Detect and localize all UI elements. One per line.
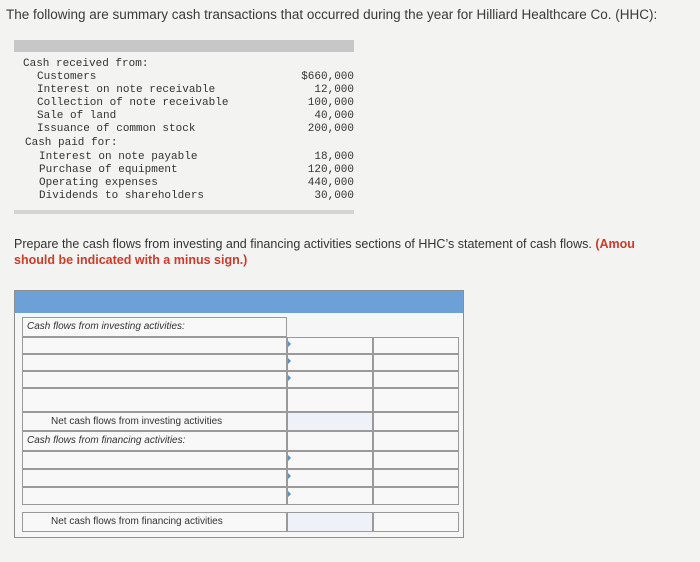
transaction-row [14, 164, 354, 177]
financing-header-label: Cash flows from financing activities: [27, 435, 186, 446]
transaction-row [14, 177, 354, 190]
instructions [14, 236, 700, 268]
investing-desc-cell[interactable] [22, 371, 287, 388]
financing-net-total-input[interactable] [374, 513, 458, 531]
received-header-row [14, 58, 354, 71]
transaction-label: Collection of note receivable [37, 97, 229, 109]
transaction-amount: 30,000 [314, 190, 354, 202]
transaction-amount: 200,000 [307, 123, 354, 135]
financing-total-input-1[interactable] [374, 452, 458, 468]
investing-header-cell [22, 317, 287, 337]
investing-total-cell[interactable] [373, 371, 459, 388]
investing-net-amount-cell[interactable] [287, 412, 373, 431]
investing-total-cell[interactable] [373, 337, 459, 354]
investing-desc-cell[interactable] [22, 354, 287, 371]
paid-header: Cash paid for: [25, 137, 118, 149]
financing-desc-input-2[interactable] [23, 470, 286, 486]
spacer-cell [373, 388, 459, 412]
spacer-cell [287, 431, 373, 451]
transaction-row [14, 97, 354, 110]
investing-net-amount-input[interactable] [288, 413, 372, 430]
investing-desc-input-3[interactable] [23, 372, 286, 387]
financing-desc-input-3[interactable] [23, 488, 286, 504]
financing-amount-input-3[interactable] [288, 488, 372, 504]
transaction-label: Operating expenses [39, 177, 158, 189]
transaction-label: Sale of land [37, 110, 117, 122]
investing-net-label-cell [22, 412, 287, 431]
investing-amount-cell[interactable] [287, 354, 373, 371]
transaction-row [14, 123, 354, 136]
financing-net-total-cell[interactable] [373, 512, 459, 532]
investing-net-total-cell[interactable] [373, 412, 459, 431]
financing-total-input-2[interactable] [374, 470, 458, 486]
financing-net-label: Net cash flows from financing activities [51, 516, 223, 527]
financing-net-label-cell [22, 512, 287, 532]
transaction-row [14, 84, 354, 97]
worksheet-header-bar [15, 291, 463, 313]
financing-net-amount-cell[interactable] [287, 512, 373, 532]
paid-header-row [14, 137, 354, 150]
transactions-footer-band [14, 210, 354, 214]
transaction-label: Customers [37, 71, 97, 83]
investing-amount-cell[interactable] [287, 337, 373, 354]
instructions-note: (Amou [595, 237, 635, 251]
transaction-amount: 18,000 [314, 151, 354, 163]
financing-desc-cell[interactable] [22, 469, 287, 487]
investing-desc-cell[interactable] [22, 337, 287, 354]
investing-amount-input-3[interactable] [288, 372, 372, 387]
financing-total-cell[interactable] [373, 451, 459, 469]
instructions-text: Prepare the cash flows from investing and financing activities sections of HHC’s statement of cash flows. [14, 237, 592, 251]
investing-desc-input-1[interactable] [23, 338, 286, 353]
investing-amount-cell[interactable] [287, 371, 373, 388]
investing-total-cell[interactable] [373, 354, 459, 371]
instructions-line-2: should be indicated with a minus sign.) [14, 253, 248, 267]
transaction-row [14, 190, 354, 203]
financing-net-amount-input[interactable] [288, 513, 372, 531]
investing-total-input-2[interactable] [374, 355, 458, 370]
transaction-label: Interest on note payable [39, 151, 198, 163]
investing-amount-input-2[interactable] [288, 355, 372, 370]
question-title: The following are summary cash transactions that occurred during the year for Hilliard Healthcare Co. (HHC): [6, 7, 658, 22]
transaction-label: Issuance of common stock [37, 123, 196, 135]
financing-total-input-3[interactable] [374, 488, 458, 504]
financing-amount-input-1[interactable] [288, 452, 372, 468]
spacer-cell [373, 431, 459, 451]
financing-amount-cell[interactable] [287, 451, 373, 469]
transaction-amount: 440,000 [307, 177, 354, 189]
spacer-cell [287, 388, 373, 412]
financing-amount-cell[interactable] [287, 487, 373, 505]
investing-header-label: Cash flows from investing activities: [27, 321, 185, 332]
investing-total-input-1[interactable] [374, 338, 458, 353]
transaction-row [14, 110, 354, 123]
financing-amount-input-2[interactable] [288, 470, 372, 486]
cash-flow-worksheet [14, 290, 464, 538]
investing-desc-input-2[interactable] [23, 355, 286, 370]
financing-total-cell[interactable] [373, 469, 459, 487]
transaction-row [14, 151, 354, 164]
transaction-amount: 120,000 [307, 164, 354, 176]
investing-net-label: Net cash flows from investing activities [51, 416, 223, 427]
transaction-amount: $660,000 [301, 71, 354, 83]
financing-desc-cell[interactable] [22, 451, 287, 469]
financing-header-cell [22, 431, 287, 451]
transaction-row [14, 71, 354, 84]
transaction-amount: 12,000 [314, 84, 354, 96]
transaction-label: Purchase of equipment [39, 164, 178, 176]
transaction-label: Interest on note receivable [37, 84, 216, 96]
financing-amount-cell[interactable] [287, 469, 373, 487]
investing-net-total-input[interactable] [374, 413, 458, 430]
received-header: Cash received from: [23, 58, 149, 70]
transactions-header-band [14, 40, 354, 52]
transaction-amount: 100,000 [307, 97, 354, 109]
financing-desc-input-1[interactable] [23, 452, 286, 468]
instructions-line-1 [14, 236, 700, 252]
transaction-amount: 40,000 [314, 110, 354, 122]
financing-desc-cell[interactable] [22, 487, 287, 505]
investing-amount-input-1[interactable] [288, 338, 372, 353]
financing-total-cell[interactable] [373, 487, 459, 505]
investing-total-input-3[interactable] [374, 372, 458, 387]
transaction-label: Dividends to shareholders [39, 190, 205, 202]
transactions-table [14, 40, 354, 214]
spacer-cell [22, 388, 287, 412]
